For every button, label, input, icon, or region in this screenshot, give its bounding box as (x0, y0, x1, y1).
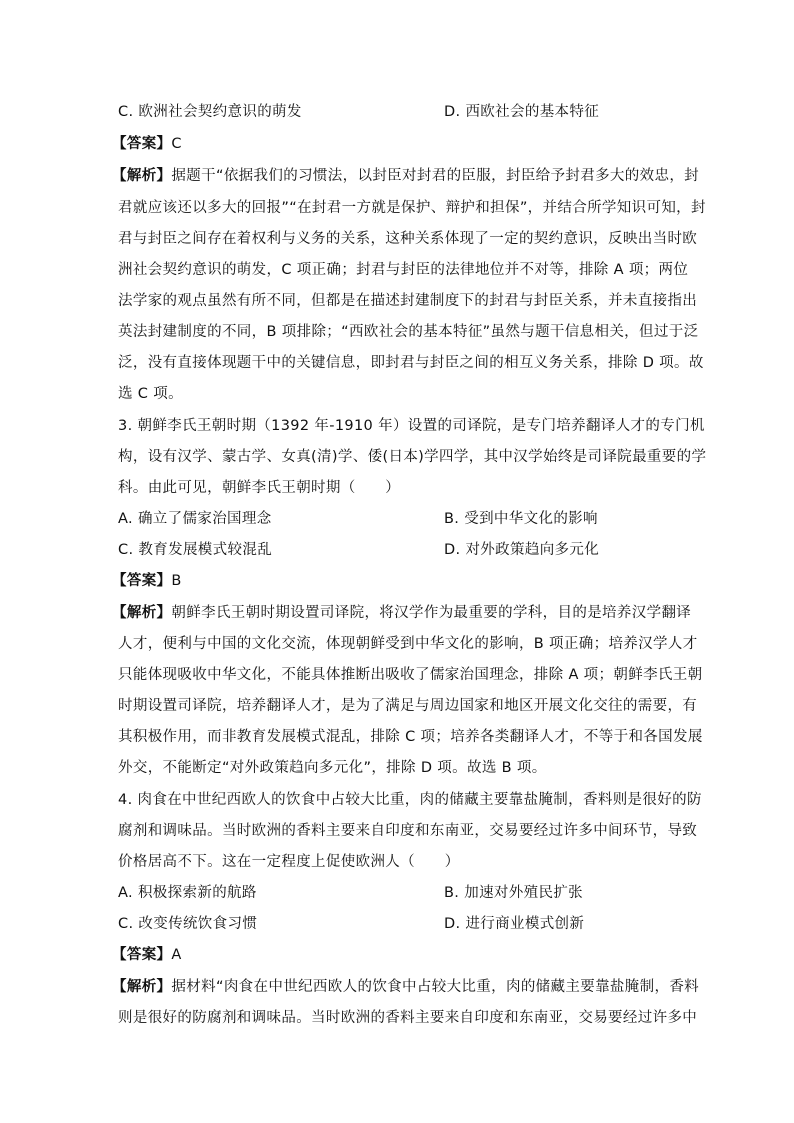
analysis-line: 【解析】据材料“肉食在中世纪西欧人的饮食中占较大比重，肉的储藏主要靠盐腌制，香料 (112, 979, 700, 995)
answer-line (112, 134, 182, 154)
option-d: D. 西欧社会的基本特征 (444, 104, 600, 120)
option-a: A. 确立了儒家治国理念 (118, 511, 272, 527)
option-b: B. 加速对外殖民扩张 (444, 885, 584, 901)
analysis-line: 外交，不能断定“对外政策趋向多元化”，排除 D 项。故选 B 项。 (118, 760, 547, 776)
answer-value: B (171, 573, 182, 589)
answer-line (112, 571, 182, 591)
analysis-line: 英法封建制度的不同，B 项排除；“西欧社会的基本特征”虽然与题干信息相关，但过于泛 (118, 324, 699, 340)
analysis-line: 法学家的观点虽然有所不同，但都是在描述封建制度下的封君与封臣关系，并未直接指出 (118, 293, 698, 309)
answer-tag: 【答案】 (112, 947, 172, 963)
analysis-line: 【解析】据题干“依据我们的习惯法，以封臣对封君的臣服，封臣给予封君多大的效忠，封 (112, 168, 700, 184)
option-c: C. 教育发展模式较混乱 (118, 542, 273, 558)
option-c: C. 欧洲社会契约意识的萌发 (118, 104, 302, 120)
option-c: C. 改变传统饮食习惯 (118, 916, 258, 932)
analysis-line: 君与封臣之间存在着权利与义务的关系，这种关系体现了一定的契约意识，反映出当时欧 (118, 231, 698, 247)
question-stem: 构，设有汉学、蒙古学、女真(清)学、倭(日本)学四学，其中汉学始终是司译院最重要的学 (118, 449, 707, 465)
analysis-line: 则是很好的防腐剂和调味品。当时欧洲的香料主要来自印度和东南亚，交易要经过许多中 (118, 1010, 698, 1026)
analysis-line: 人才，便利与中国的文化交流，体现朝鲜受到中华文化的影响，B 项正确；培养汉学人才 (118, 636, 698, 652)
answer-tag: 【答案】 (112, 573, 172, 589)
question-stem: 价格居高不下。这在一定程度上促使欧洲人（ ） (118, 854, 460, 870)
analysis-tag: 【解析】 (112, 168, 172, 184)
option-a: A. 积极探索新的航路 (118, 885, 257, 901)
analysis-tag: 【解析】 (112, 605, 172, 621)
analysis-line: 其积极作用，而非教育发展模式混乱，排除 C 项；培养各类翻译人才，不等于和各国发展 (118, 729, 703, 745)
question-stem: 腐剂和调味品。当时欧洲的香料主要来自印度和东南亚，交易要经过许多中间环节，导致 (118, 823, 698, 839)
analysis-line: 洲社会契约意识的萌发，C 项正确；封君与封臣的法律地位并不对等，排除 A 项；两位 (118, 262, 689, 278)
analysis-line: 【解析】朝鲜李氏王朝时期设置司译院，将汉学作为最重要的学科，目的是培养汉学翻译 (112, 605, 692, 621)
question-stem: 4. 肉食在中世纪西欧人的饮食中占较大比重，肉的储藏主要靠盐腌制，香料则是很好的防 (118, 792, 702, 808)
answer-line (112, 945, 182, 965)
answer-value: A (171, 947, 182, 963)
answer-value: C (171, 136, 182, 152)
option-d: D. 进行商业模式创新 (444, 916, 585, 932)
question-stem: 3. 朝鲜李氏王朝时期（1392 年-1910 年）设置的司译院，是专门培养翻译人才的专门机 (118, 418, 705, 434)
analysis-line: 选 C 项。 (118, 386, 183, 402)
analysis-line: 君就应该还以多大的回报”“在封君一方就是保护、辩护和担保”，并结合所学知识可知，封 (118, 200, 706, 216)
analysis-line: 时期设置司译院，培养翻译人才，是为了满足与周边国家和地区开展文化交往的需要，有 (118, 698, 698, 714)
question-stem: 科。由此可见，朝鲜李氏王朝时期（ ） (118, 480, 401, 496)
analysis-line: 泛，没有直接体现题干中的关键信息，即封君与封臣之间的相互义务关系，排除 D 项。故 (118, 355, 704, 371)
analysis-line: 只能体现吸收中华文化，不能具体推断出吸收了儒家治国理念，排除 A 项；朝鲜李氏王朝 (118, 667, 703, 683)
option-d: D. 对外政策趋向多元化 (444, 542, 600, 558)
answer-tag: 【答案】 (112, 136, 172, 152)
analysis-tag: 【解析】 (112, 979, 172, 995)
option-b: B. 受到中华文化的影响 (444, 511, 598, 527)
